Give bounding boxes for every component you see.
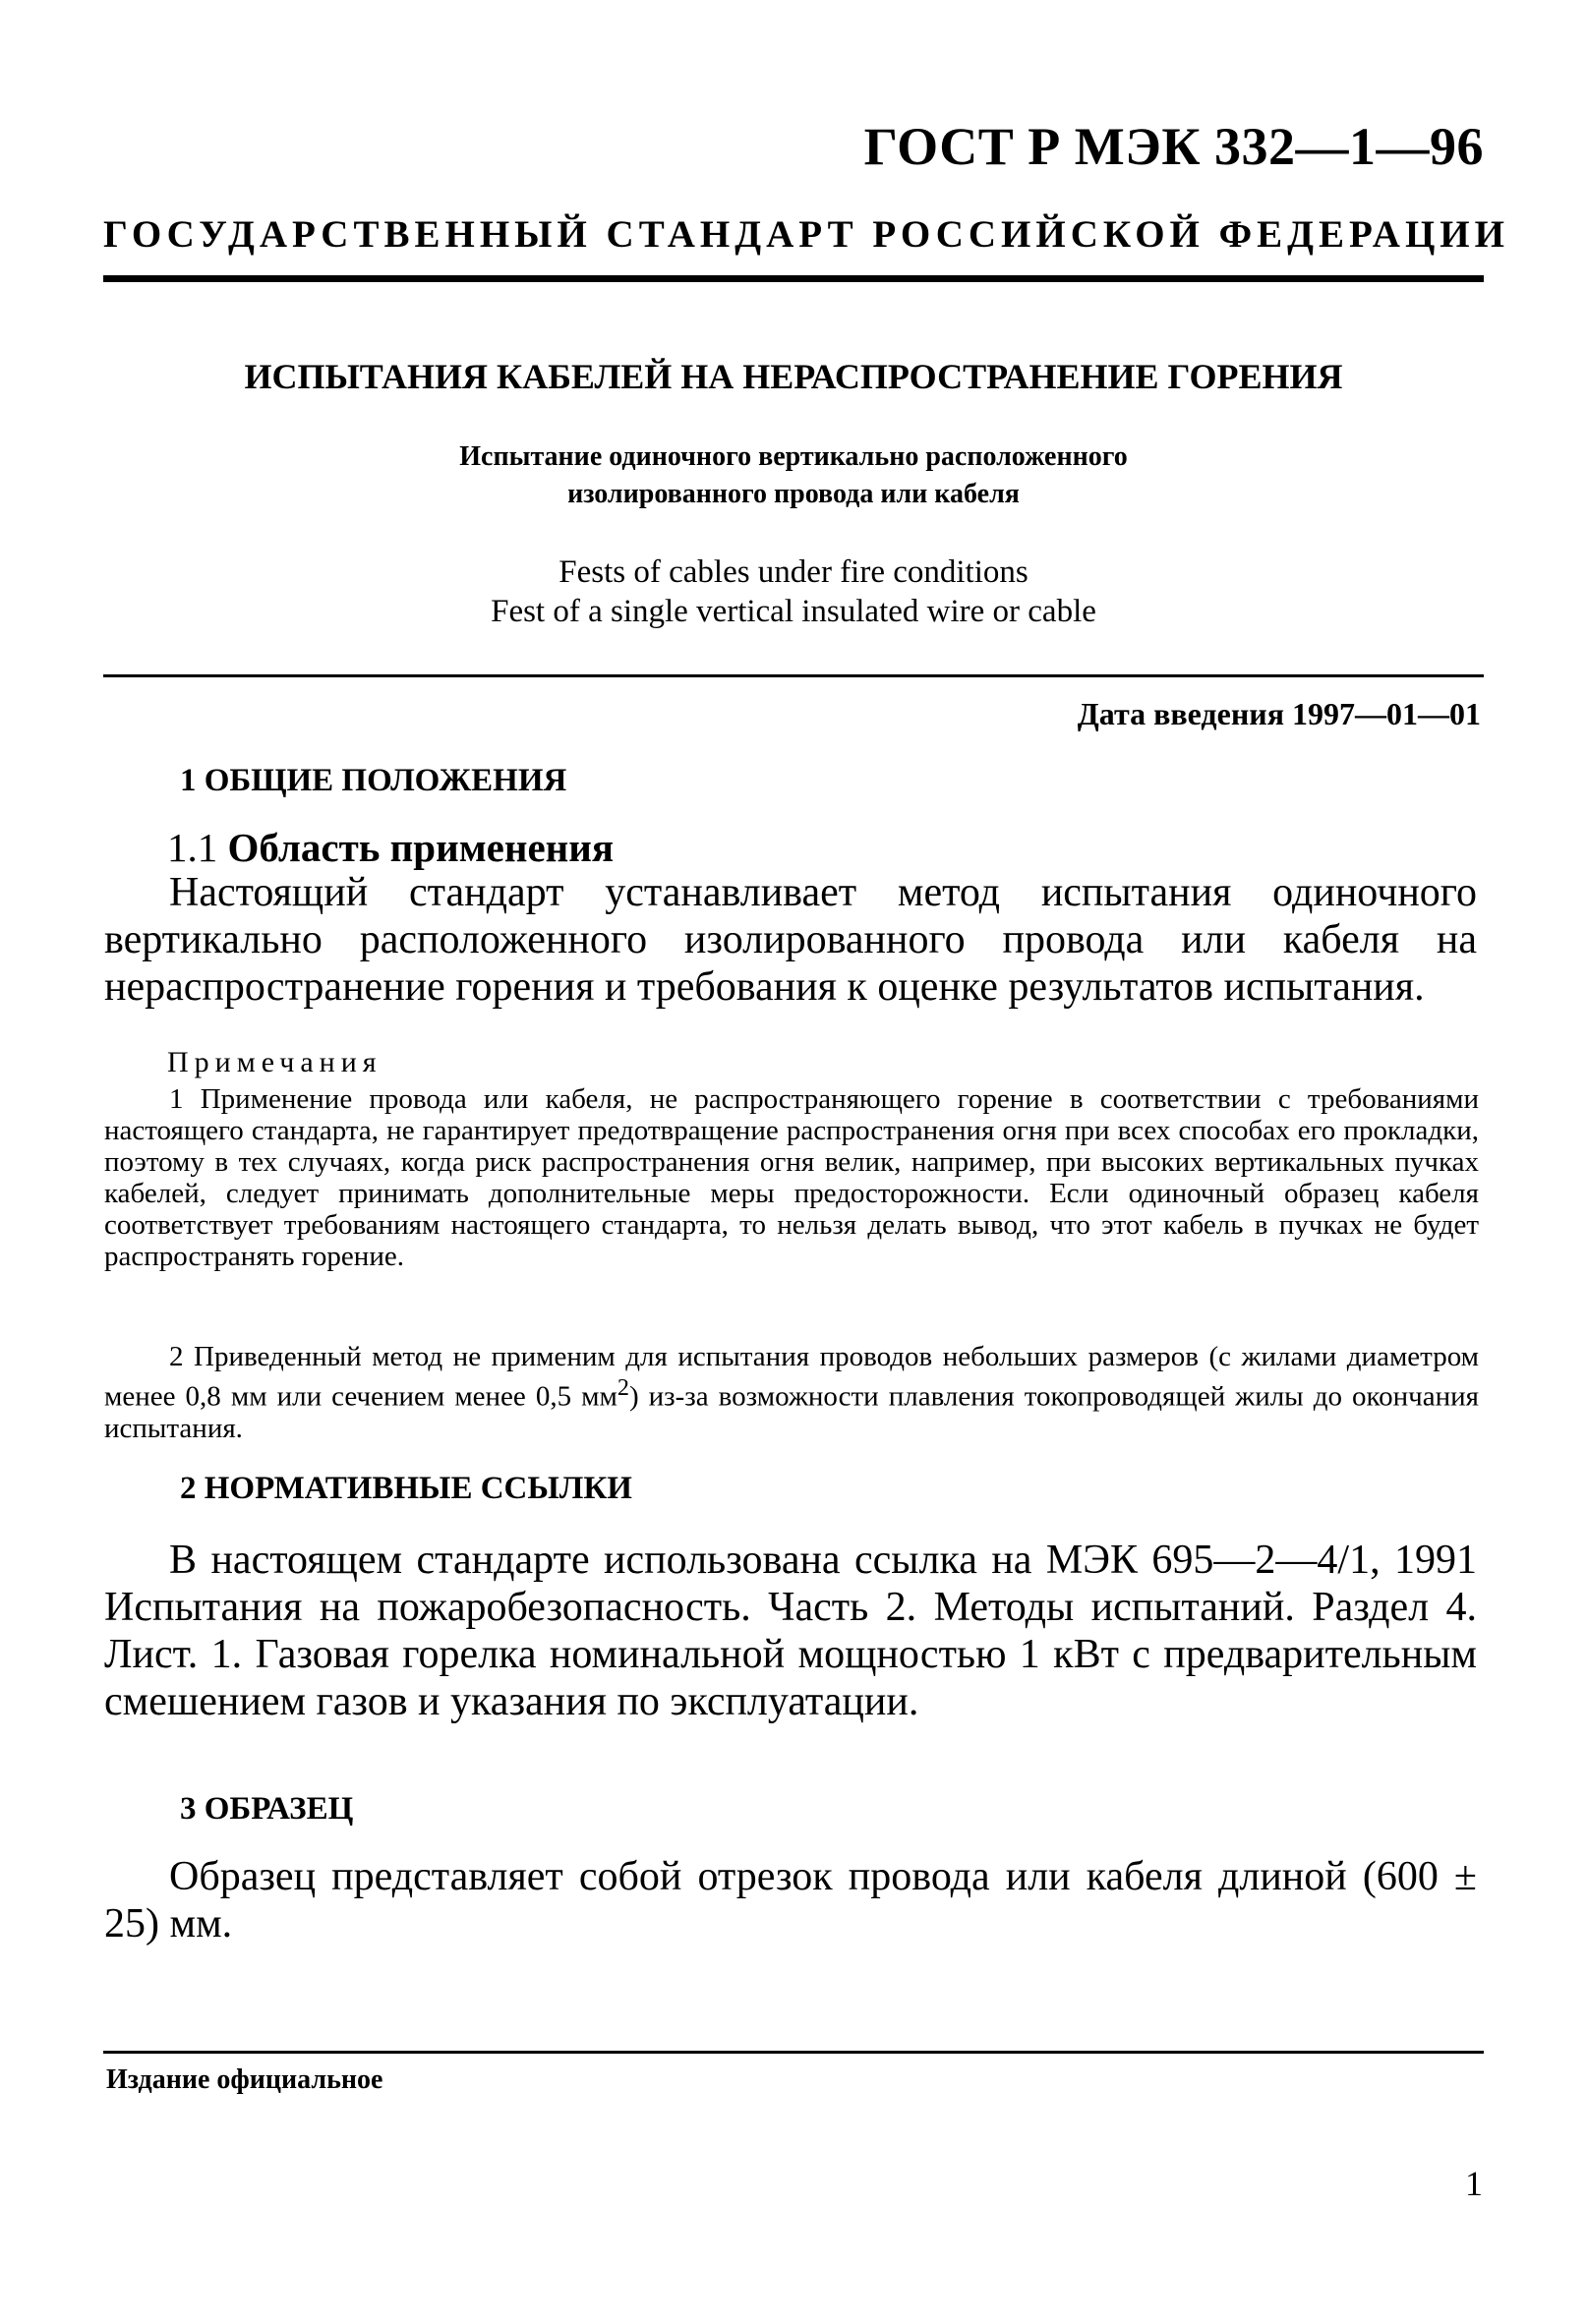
section3-heading: 3 ОБРАЗЕЦ [180,1791,354,1827]
note-2 [104,1341,1479,1444]
state-standard-heading: ГОСУДАРСТВЕННЫЙ СТАНДАРТ РОССИЙСКОЙ ФЕДЕРАЦИИ [103,213,1509,256]
section1-paragraph: Настоящий стандарт устанавливает метод испытания одиночного вертикально расположенного изолированного провода или кабеля на нераспространение горения и требования к оценке результатов испытания. [104,870,1477,1010]
title-en-line1: Fests of cables under fire conditions [558,554,1029,590]
section2-heading: 2 НОРМАТИВНЫЕ ССЫЛКИ [180,1471,632,1506]
document-title-ru: ИСПЫТАНИЯ КАБЕЛЕЙ НА НЕРАСПРОСТРАНЕНИЕ ГОРЕНИЯ [244,357,1343,396]
note-2-superscript: 2 [617,1374,629,1401]
subsection-title: Область применения [227,825,615,870]
footer-rule [103,2051,1484,2054]
edition-label: Издание официальное [106,2064,383,2095]
subsection-number: 1.1 [167,825,218,870]
subtitle-ru-line1: Испытание одиночного вертикально расположенного [459,441,1128,472]
section1-heading: 1 ОБЩИЕ ПОЛОЖЕНИЯ [180,763,567,798]
note-2-text-end: ) из-за возможности плавления токопроводящей жилы до окончания испытания. [104,1380,1479,1444]
title-en-line2: Fest of a single vertical insulated wire or cable [491,594,1096,629]
subsection-1-1-heading [167,824,614,871]
title-rule [103,674,1484,677]
section2-paragraph: В настоящем стандарте использована ссылка на МЭК 695—2—4/1, 1991 Испытания на пожаробезопасность. Часть 2. Методы испытаний. Раздел 4. Лист. 1. Газовая горелка номинальной мощностью 1 кВт с предварительным смешением газов и указания по эксплуатации. [104,1538,1477,1724]
header-rule [103,275,1484,282]
document-title-en [103,552,1484,631]
note-2-text: 2 Приведенный метод не применим для испытания проводов небольших размеров (с жилами диаметром менее 0,8 мм или сечением менее 0,5 мм [104,1341,1479,1413]
section3-paragraph: Образец представляет собой отрезок провода или кабеля длиной (600 ± 25) мм. [104,1854,1477,1946]
introduction-date: Дата введения 1997—01—01 [1077,696,1481,731]
note-1: 1 Применение провода или кабеля, не распространяющего горение в соответствии с требованиями настоящего стандарта, не гарантирует предотвращение распространения огня при всех способах его прокладки, поэтому в тех случаях, когда риск распространения огня велик, например, при высоких вертикальных пучках кабелей, следует принимать дополнительные меры предосторожности. Если одиночный образец кабеля соответствует требованиям настоящего стандарта, то нельзя делать вывод, что этот кабель в пучках не будет распространять горение. [104,1083,1479,1272]
document-subtitle-ru [103,438,1484,513]
document-code: ГОСТ Р МЭК 332—1—96 [863,117,1484,176]
page-number: 1 [1465,2164,1483,2203]
subtitle-ru-line2: изолированного провода или кабеля [567,479,1020,509]
notes-heading: Примечания [167,1046,382,1078]
